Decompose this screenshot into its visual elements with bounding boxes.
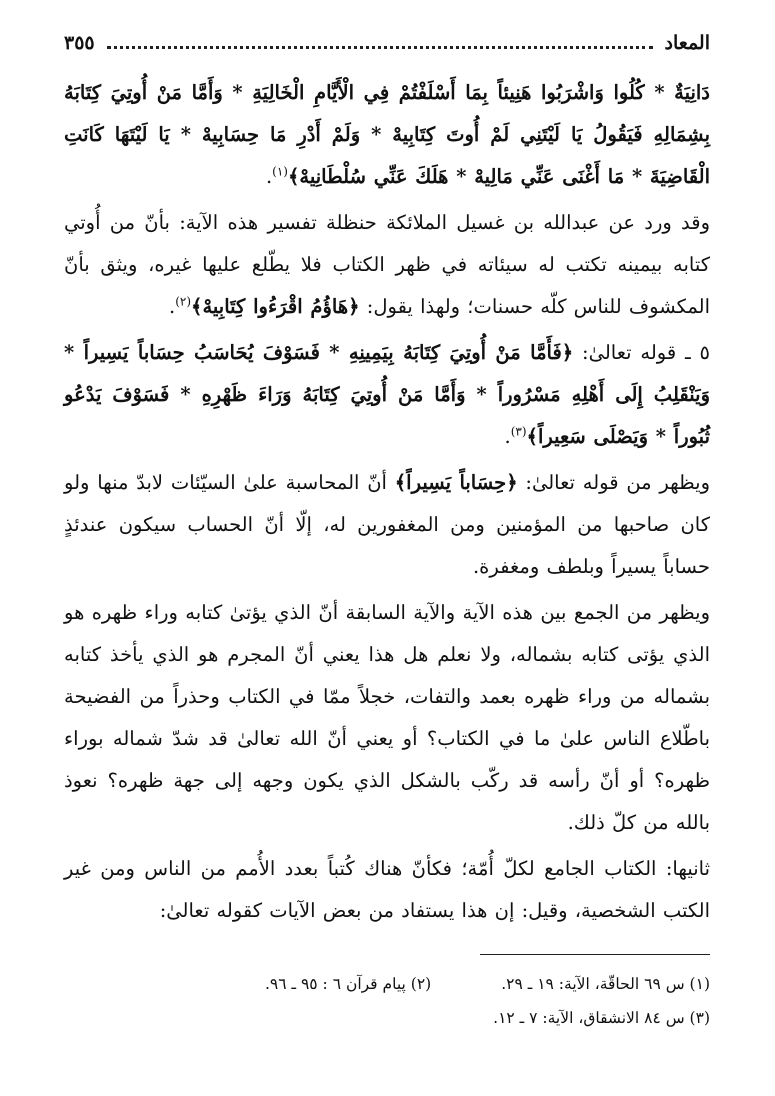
paragraph-text: . <box>169 295 176 318</box>
paragraph <box>64 332 710 458</box>
paragraph <box>64 462 710 588</box>
paragraph-text: أنّ المحاسبة علىٰ السيّئات لابدّ منها ولو كان صاحبها من المؤمنين ومن المغفورين له، إلّا أنّ الحساب سيكون عندئذٍ حساباً يسيراً وبلطف ومغفرة. <box>64 471 710 578</box>
body-text <box>64 72 710 932</box>
footnote-marker: (٢) <box>175 294 192 309</box>
page-number: ٣٥٥ <box>64 32 95 54</box>
quran-verse: دَانِيَةٌ * كُلُوا وَاشْرَبُوا هَنِيئاً بِمَا أَسْلَفْتُمْ فِي الْأَيَّامِ الْخَالِيَةِ * وَأَمَّا مَنْ أُوتِيَ كِتَابَهُ بِشِمَالِهِ فَيَقُولُ يَا لَيْتَنِي لَمْ أُوتَ كِتَابِيهْ * وَلَمْ أَدْرِ مَا حِسَابِيهْ * يَا لَيْتَهَا كَانَتِ الْقَاضِيَةَ * مَا أَغْنَى عَنِّي مَالِيهْ * هَلَكَ عَنِّي سُلْطَانِيهْ﴾ <box>64 81 710 188</box>
page <box>64 26 710 1035</box>
paragraph-text: ويظهر من الجمع بين هذه الآية والآية السابقة أنّ الذي يؤتىٰ كتابه وراء ظهره هو الذي يؤتى كتابه بشماله، ولا نعلم هل هذا يعني أنّ المجرم هو الذي يأخذ كتابه بشماله من وراء ظهره بعمد والتفات، خجلاً ممّا في الكتاب وحذراً من الفضيحة باطّلاع الناس علىٰ ما في الكتاب؟ أو يعني أنّ الله تعالىٰ قد شدّ شماله بوراء ظهره؟ أو أنّ رأسه قد ركّب بالشكل الذي يكون وجهه إلى جهة ظهره؟ نعوذ بالله من كلّ ذلك. <box>64 601 710 834</box>
paragraph <box>64 592 710 844</box>
paragraph-text: . <box>265 165 273 188</box>
paragraph-text: ثانيها: الكتاب الجامع لكلّ أُمّة؛ فكأنّ هناك كُتباً بعدد الأُمم من الناس ومن غير الكتب الشخصية، وقيل: إن هذا يستفاد من بعض الآيات كقوله تعالىٰ: <box>64 857 710 922</box>
quran-verse: ﴿فَأَمَّا مَنْ أُوتِيَ كِتَابَهُ بِيَمِينِهِ * فَسَوْفَ يُحَاسَبُ حِسَاباً يَسِيراً * وَيَنْقَلِبُ إِلَى أَهْلِهِ مَسْرُوراً * وَأَمَّا مَنْ أُوتِيَ كِتَابَهُ وَرَاءَ ظَهْرِهِ * فَسَوْفَ يَدْعُو ثُبُوراً * وَيَصْلَى سَعِيراً﴾ <box>64 341 710 448</box>
footnote-marker: (٣) <box>510 424 527 439</box>
footnote-3: (٣) س ٨٤ الانشقاق، الآية: ٧ ـ ١٢. <box>493 1009 710 1027</box>
quran-verse: ﴿حِسَاباً يَسِيراً﴾ <box>394 471 518 494</box>
paragraph <box>64 848 710 932</box>
quran-verse: ﴿هَاؤُمُ اقْرَءُوا كِتَابِيهْ﴾ <box>191 295 360 318</box>
footnote-2: (٢) پيام قرآن ٦ : ٩٥ ـ ٩٦. <box>264 975 432 993</box>
running-header <box>64 26 710 60</box>
footnote-marker: (١) <box>272 164 288 179</box>
paragraph <box>64 202 710 328</box>
header-leader-dots <box>107 46 653 49</box>
paragraph-text: وقد ورد عن عبدالله بن غسيل الملائكة حنظلة تفسير هذه الآية: بأنّ من أُوتي كتابه بيمينه تكتب له سيئاته في ظهر الكتاب فلا يطّلع عليها غيره، ويثق بأنّ المكشوف للناس كلّه حسنات؛ ولهذا يقول: <box>64 211 710 318</box>
paragraph-text: ويظهر من قوله تعالىٰ: <box>517 471 710 494</box>
chapter-title: المعاد <box>664 32 710 54</box>
footnote-1: (١) س ٦٩ الحاقّة، الآية: ١٩ ـ ٢٩. <box>501 975 710 993</box>
footnote-separator <box>480 954 710 955</box>
paragraph-text: ٥ ـ قوله تعالىٰ: <box>573 341 710 364</box>
paragraph <box>64 72 710 198</box>
paragraph-text: . <box>504 425 511 448</box>
footnotes <box>64 967 710 1035</box>
